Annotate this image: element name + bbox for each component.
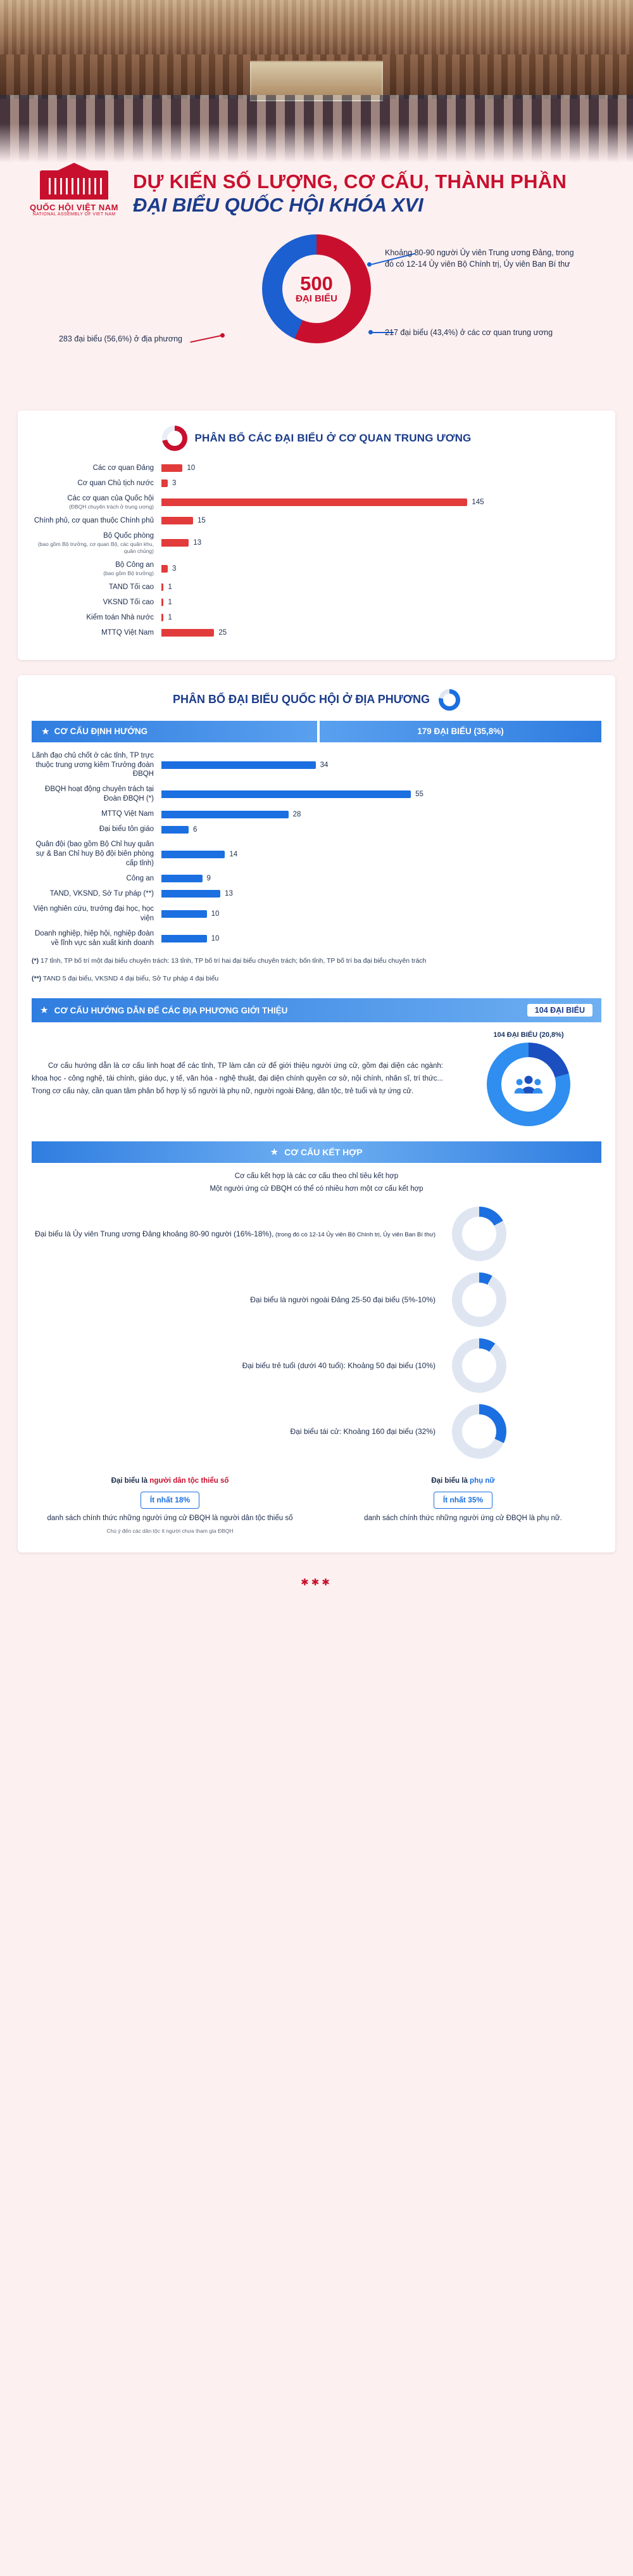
- bar: [161, 761, 316, 769]
- combined-row-label: Đại biểu tái cử: Khoảng 160 đại biểu (32%): [290, 1427, 436, 1437]
- bar: [161, 614, 163, 621]
- bar: [161, 583, 163, 591]
- bar: [161, 599, 163, 606]
- combined-ring: [452, 1338, 506, 1393]
- ethnic-title-prefix: Đại biểu là: [111, 1477, 150, 1485]
- bar: [161, 790, 411, 798]
- label-central-agencies: 217 đại biểu (43,4%) ở các cơ quan trung ương: [385, 328, 553, 337]
- bar-row: [32, 628, 601, 638]
- bar-row: [32, 840, 601, 868]
- bar-value: 3: [172, 564, 177, 573]
- bar-row: [32, 479, 601, 488]
- bar: [161, 811, 289, 818]
- local-distribution-card: [18, 675, 615, 1552]
- note-1-prefix: (*): [32, 956, 39, 965]
- emblem-subname: NATIONAL ASSEMBLY OF VIET NAM: [32, 212, 116, 217]
- bar-label: Cơ quan Chủ tịch nước: [77, 479, 154, 487]
- combined-row-sublabel: (trong đó có 12-14 Ủy viên Bộ Chính trị, Ủy viên Ban Bí thư): [273, 1231, 436, 1239]
- bar-label: VKSND Tối cao: [103, 598, 154, 606]
- bar-sublabel: (ĐBQH chuyên trách ở trung ương): [69, 503, 154, 510]
- combined-row: [32, 1404, 601, 1459]
- donut-icon: [162, 426, 187, 451]
- bar-row: [32, 904, 601, 923]
- bar-track: [161, 910, 601, 918]
- bar-label: Bộ Công an (bao gồm Bộ trưởng): [32, 561, 161, 577]
- bar-value: 1: [168, 614, 172, 622]
- bar-label: Các cơ quan của Quốc hội (ĐBQH chuyên trách ở trung ương): [32, 494, 161, 511]
- central-agencies-card: [18, 410, 615, 660]
- bar-label: MTTQ Việt Nam: [101, 810, 154, 818]
- combined-ring: [452, 1272, 506, 1327]
- guide-donut-caption: 104 ĐẠI BIỂU (20,8%): [493, 1031, 564, 1039]
- leader-dot-2: [368, 330, 373, 334]
- total-donut: [262, 234, 371, 343]
- bar-label: TAND Tối cao: [108, 583, 154, 591]
- bar: [161, 517, 193, 524]
- bar: [161, 875, 203, 882]
- ethnic-note: Chú ý đến các dân tộc ít người chưa tham gia ĐBQH: [106, 1528, 234, 1535]
- total-number: 500: [300, 272, 333, 295]
- hero-image: [0, 0, 633, 168]
- bar-track: [161, 614, 601, 621]
- women-body: danh sách chính thức những người ứng cử ĐBQH là phụ nữ.: [364, 1514, 562, 1522]
- bar: [161, 498, 467, 506]
- bar-value: 14: [229, 850, 238, 858]
- ethnic-minority-block: [32, 1475, 308, 1536]
- bar-label: Lãnh đạo chủ chốt ở các tỉnh, TP trực thuộc trung ương kiêm Trưởng đoàn ĐBQH: [32, 751, 154, 778]
- bar-label: Kiểm toán Nhà nước: [86, 613, 154, 621]
- combined-row-label: Đại biểu là người ngoài Đảng 25-50 đại biểu (5%-10%): [250, 1295, 436, 1305]
- emblem-name: QUỐC HỘI VIỆT NAM: [30, 203, 118, 212]
- bar-row: [32, 809, 601, 819]
- note-1-text: 17 tỉnh, TP bố trí một đại biểu chuyên trách: 13 tỉnh, TP bố trí hai đại biểu chuyên trách; bốn tỉnh, TP bố trí ba đại biểu chuyên trách: [41, 956, 427, 965]
- people-icon: [514, 1070, 543, 1099]
- bar-value: 28: [292, 810, 301, 818]
- parliament-building-icon: [40, 170, 108, 200]
- bar-label: Doanh nghiệp, hiệp hội, nghiệp đoàn về lĩnh vực sản xuất kinh doanh: [35, 929, 154, 947]
- banner-left: [32, 721, 317, 742]
- bar-value: 1: [168, 599, 172, 607]
- total-label: ĐẠI BIỂU: [296, 293, 337, 305]
- bar-track: [161, 498, 601, 506]
- local-section-title: PHÂN BỔ ĐẠI BIỂU QUỐC HỘI Ở ĐỊA PHƯƠNG: [173, 693, 430, 706]
- bar-label: ĐBQH hoạt động chuyên trách tại Đoàn ĐBQH (*): [45, 785, 154, 803]
- bar-label: TAND, VKSND, Sở Tư pháp (**): [49, 889, 154, 898]
- bar-value: 3: [172, 479, 177, 488]
- ring-hole: [462, 1348, 496, 1383]
- leader-dot-1: [367, 262, 372, 267]
- bar: [161, 935, 207, 942]
- combined-ring: [452, 1404, 506, 1459]
- bar-track: [161, 599, 601, 606]
- bar-row: [32, 751, 601, 780]
- local-bar-chart: [32, 751, 601, 948]
- bar-value: 10: [187, 464, 196, 473]
- combined-banner: [32, 1141, 601, 1163]
- bar-value: 1: [168, 583, 172, 592]
- combined-banner-title: CƠ CẤU KẾT HỢP: [284, 1147, 363, 1158]
- ring-hole: [462, 1414, 496, 1449]
- bar-track: [161, 875, 601, 882]
- bar-row: [32, 561, 601, 577]
- bar-value: 34: [320, 761, 329, 769]
- bar-track: [161, 790, 601, 798]
- bar-row: [32, 598, 601, 607]
- bar: [161, 890, 220, 898]
- women-pill: Ít nhất 35%: [434, 1492, 492, 1509]
- guide-paragraph: Cơ cấu hướng dẫn là cơ cấu linh hoạt để các tỉnh, TP làm căn cứ để giới thiệu người ứng cử, gồm đại diện các ngành: khoa học - công nghệ, tài chính, giáo dục, y tế, văn hóa - nghệ thuật, đại diện chính quyền cơ sở, nội chính, nhân sĩ, trí thức... Trong cơ cấu này, cần quan tâm phân bổ hợp lý số người là phụ nữ, người ngoài Đảng, dân tộc, trẻ tuổi và tự ứng cử.: [32, 1062, 443, 1096]
- bar-track: [161, 479, 601, 487]
- guide-donut: [487, 1043, 570, 1126]
- ethnic-title-highlight: người dân tộc thiểu số: [149, 1477, 229, 1485]
- bar-sublabel: (bao gồm Bộ trưởng): [103, 569, 154, 576]
- bar-value: 9: [206, 875, 211, 883]
- bar: [161, 479, 168, 487]
- bar-track: [161, 517, 601, 524]
- bar-label: Viện nghiên cứu, trưởng đại học, học viện: [33, 904, 154, 922]
- bar-label: Đại biểu tôn giáo: [99, 825, 154, 834]
- bar: [161, 910, 207, 918]
- bar-row: [32, 531, 601, 555]
- bar-track: [161, 811, 601, 818]
- women-title: [325, 1475, 601, 1487]
- bar-row: [32, 889, 601, 899]
- bar-value: 13: [193, 539, 202, 547]
- guide-banner-title: CƠ CẤU HƯỚNG DẪN ĐỂ CÁC ĐỊA PHƯƠNG GIỚI THIỆU: [54, 1005, 288, 1015]
- bar-track: [161, 539, 601, 547]
- guide-banner: [32, 998, 601, 1022]
- leader-line-3: [190, 335, 221, 343]
- bar-row: [32, 874, 601, 884]
- combined-row-label: Đại biểu là Ủy viên Trung ương Đảng khoảng 80-90 người (16%-18%), (trong đó có 12-14 Ủy viên Bộ Chính trị, Ủy viên Ban Bí thư): [35, 1229, 436, 1239]
- bar-track: [161, 464, 601, 472]
- label-local-deputies: 283 đại biểu (56,6%) ở địa phương: [58, 334, 182, 343]
- bar-value: 10: [211, 934, 220, 942]
- ethnic-title: [32, 1475, 308, 1487]
- assembly-emblem: [27, 170, 122, 217]
- bar-value: 6: [193, 825, 197, 834]
- note-2-text: TAND 5 đại biểu, VKSND 4 đại biểu, Sở Tư pháp 4 đại biểu: [42, 975, 219, 983]
- bar-value: 55: [415, 790, 423, 799]
- title-block: [0, 168, 633, 220]
- bar-row: [32, 785, 601, 804]
- combined-line-2: Một người ứng cử ĐBQH có thể có nhiều hơn một cơ cấu kết hợp: [210, 1184, 423, 1193]
- star-icon-2: ★: [41, 1005, 48, 1015]
- ring-hole: [462, 1217, 496, 1251]
- bar-label: Chính phủ, cơ quan thuộc Chính phủ: [34, 516, 154, 524]
- bar-row: [32, 516, 601, 526]
- bar-value: 25: [218, 629, 227, 637]
- guide-donut-wrap: [456, 1031, 601, 1126]
- bar-track: [161, 851, 601, 858]
- bar: [161, 826, 189, 834]
- star-icon-3: ★: [270, 1147, 279, 1157]
- women-title-prefix: Đại biểu là: [431, 1477, 470, 1485]
- bar-track: [161, 935, 601, 942]
- women-block: [325, 1475, 601, 1536]
- banner-left-label: CƠ CẤU ĐỊNH HƯỚNG: [54, 726, 148, 737]
- hero-fade: [0, 124, 633, 168]
- combined-row-label: Đại biểu trẻ tuổi (dưới 40 tuổi): Khoảng 50 đại biểu (10%): [242, 1361, 436, 1371]
- bar-track: [161, 565, 601, 573]
- page-title-line2: ĐẠI BIỂU QUỐC HỘI KHÓA XVI: [133, 193, 423, 216]
- combined-line-1: Cơ cấu kết hợp là các cơ cấu theo chỉ tiêu kết hợp: [234, 1172, 399, 1181]
- combined-row: [32, 1338, 601, 1393]
- bar: [161, 851, 225, 858]
- women-title-highlight: phụ nữ: [470, 1477, 495, 1485]
- bar-row: [32, 825, 601, 834]
- footer-mark: ✱✱✱: [301, 1577, 332, 1588]
- bar-label: Quân đội (bao gồm Bộ Chỉ huy quân sự & Ban Chỉ huy Bộ đội biên phòng cấp tỉnh): [35, 841, 154, 867]
- guide-content: [32, 1031, 601, 1126]
- bar: [161, 539, 189, 547]
- bar-track: [161, 583, 601, 591]
- bar-row: [32, 494, 601, 511]
- ethnic-pill: Ít nhất 18%: [141, 1492, 199, 1509]
- note-2: [32, 974, 601, 984]
- star-icon: ★: [42, 726, 49, 736]
- bar-sublabel: (bao gồm Bộ trưởng, cơ quan Bộ, các quân khu, quân chủng): [37, 540, 154, 554]
- bar: [161, 464, 182, 472]
- bar-row: [32, 583, 601, 592]
- bar: [161, 565, 168, 573]
- bar-label: Các cơ quan Đảng: [92, 464, 154, 472]
- page-title-line1: DỰ KIẾN SỐ LƯỢNG, CƠ CẤU, THÀNH PHẦN: [133, 170, 567, 193]
- central-bar-chart: [32, 464, 601, 638]
- ring-hole: [462, 1283, 496, 1317]
- banner-right: 179 ĐẠI BIỂU (35,8%): [320, 721, 601, 742]
- central-chart-title: PHÂN BỔ CÁC ĐẠI BIỂU Ở CƠ QUAN TRUNG ƯƠNG: [194, 432, 472, 444]
- bar-label: MTTQ Việt Nam: [101, 628, 154, 637]
- bar-value: 15: [197, 517, 206, 525]
- note-2-prefix: (**): [32, 975, 42, 983]
- bar-track: [161, 629, 601, 637]
- note-1: [32, 956, 601, 967]
- bar: [161, 629, 214, 637]
- hall-ceiling: [0, 0, 633, 58]
- combined-row: [32, 1272, 601, 1327]
- bar-label: Bộ Quốc phòng (bao gồm Bộ trưởng, cơ quan Bộ, các quân khu, quân chủng): [32, 531, 161, 555]
- bar-row: [32, 613, 601, 623]
- bar-label: Công an: [126, 874, 154, 882]
- label-central-party: Khoảng 80-90 người Ủy viên Trung ương Đảng, trong đó có 12-14 Ủy viên Bộ Chính trị, Ủy viên Ban Bí thư: [385, 248, 574, 269]
- bar-value: 10: [211, 910, 220, 918]
- bar-row: [32, 464, 601, 473]
- bar-row: [32, 929, 601, 948]
- total-deputies-chart: [0, 220, 633, 410]
- bar-track: [161, 761, 601, 769]
- bar-value: 13: [225, 890, 233, 898]
- combined-row: [32, 1207, 601, 1261]
- combined-rings: [32, 1207, 601, 1459]
- donut-icon-2: [439, 689, 460, 711]
- leader-dot-3: [220, 333, 225, 338]
- combined-ring: [452, 1207, 506, 1261]
- ethnic-body: danh sách chính thức những người ứng cử ĐBQH là người dân tộc thiểu số: [47, 1514, 293, 1522]
- bar-value: 145: [472, 498, 484, 506]
- bar-track: [161, 826, 601, 834]
- bottom-two-columns: [32, 1475, 601, 1536]
- oriented-structure-banner: [32, 721, 601, 742]
- bar-track: [161, 890, 601, 898]
- guide-banner-pill: 104 ĐẠI BIỂU: [527, 1004, 592, 1017]
